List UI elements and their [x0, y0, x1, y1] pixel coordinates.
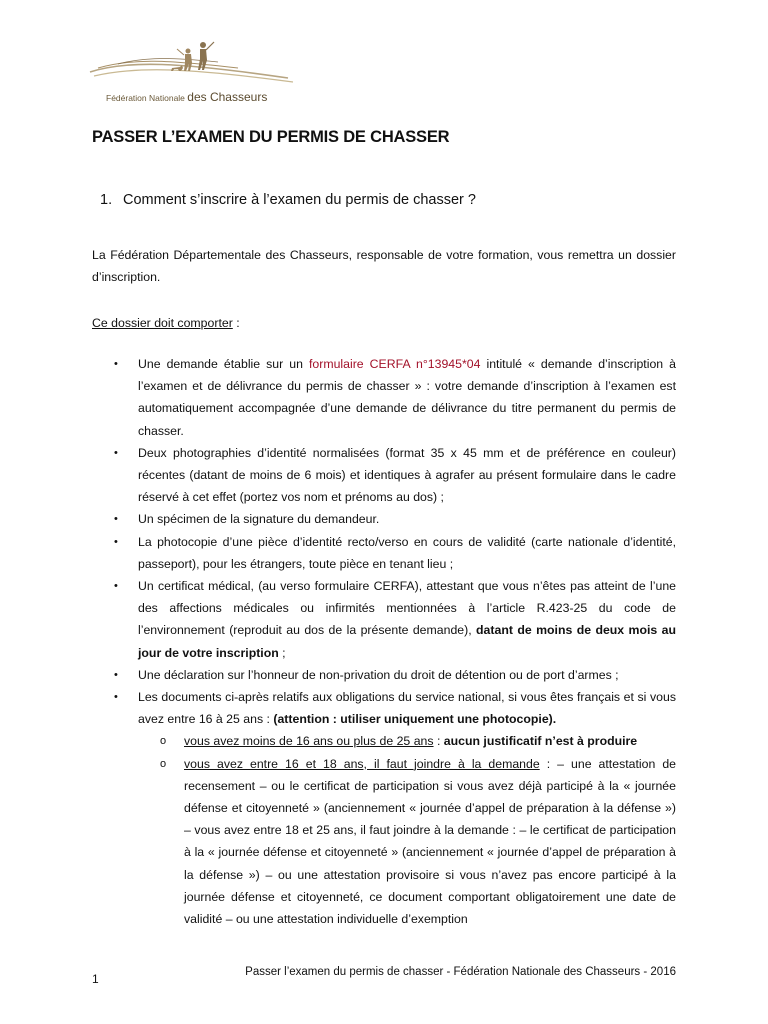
list-item: • Une déclaration sur l’honneur de non-privation du droit de détention ou de port d’armes ;: [92, 664, 676, 686]
list-item: • Un certificat médical, (au verso formulaire CERFA), attestant que vous n’êtes pas atteint de l’une des affections médicales ou infirmités mentionnées à l’article R.423-25 du code de l’environnement (reproduit au dos de la présente demande), datant de moins de deux mois au jour de votre inscription ;: [92, 575, 676, 664]
section-number: 1.: [100, 192, 113, 208]
bullet: •: [114, 446, 118, 459]
section-heading: [100, 192, 476, 208]
list-item: • La photocopie d’une pièce d’identité recto/verso en cours de validité (carte nationale d’identité, passeport), pour les étrangers, toute pièce en tenant lieu ;: [92, 531, 676, 575]
list-item: • Une demande établie sur un formulaire CERFA n°13945*04 intitulé « demande d’inscription à l’examen et de délivrance du permis de chasser » : votre demande d’inscription à l’examen est automatiquement accompagnée d’une demande de délivrance du titre permanent du permis de chasser.: [92, 353, 676, 442]
footer-text: Passer l’examen du permis de chasser - Fédération Nationale des Chasseurs - 2016: [245, 966, 676, 978]
cerfa-link[interactable]: formulaire CERFA n°13945*04: [308, 357, 481, 371]
logo-prefix: Fédération Nationale: [106, 93, 188, 103]
intro-paragraph: La Fédération Départementale des Chasseurs, responsable de votre formation, vous remettra un dossier d’inscription.: [92, 248, 676, 285]
bullet: •: [114, 513, 118, 526]
federation-logo: [88, 38, 298, 108]
bullet: •: [114, 691, 118, 704]
dossier-label: Ce dossier doit comporter :: [92, 316, 240, 330]
sub-list-item: o vous avez moins de 16 ans ou plus de 25 ans : aucun justificatif n’est à produire: [138, 730, 676, 752]
list-item: • Les documents ci-après relatifs aux obligations du service national, si vous êtes français et si vous avez entre 16 à 25 ans : (attention : utiliser uniquement une photocopie). o vous avez moins de 16 ans ou plus de 25 ans : aucun justificatif n’est à produire o vous avez entre 16 et 18 ans, il faut joindre à la demande : – une attestation de recensement – ou le certificat de participation si vous avez déjà participé à la « journée défense et citoyenneté » (anciennement « journée d’appel de préparation à la défense ») – vous avez entre 18 et 25 ans, il faut joindre à la demande : – le certificat de participation à la « journée défense et citoyenneté » (anciennement « journée d’appel de préparation à la défense ») – ou une attestation provisoire si vous n’avez pas encore participé à la journée défense et citoyenneté, ce document comportant obligatoirement une date de validité – ou une attestation individuelle d’exemption: [92, 686, 676, 930]
logo-text: [106, 90, 267, 104]
bullet: •: [114, 668, 118, 681]
bullet: •: [114, 535, 118, 548]
page-title: PASSER L’EXAMEN DU PERMIS DE CHASSER: [92, 128, 450, 146]
sub-bullet: o: [160, 757, 167, 770]
page-number: 1: [92, 972, 99, 986]
bullet: •: [114, 580, 118, 593]
sub-bullet: o: [160, 735, 167, 748]
dossier-label-text: Ce dossier doit comporter: [92, 316, 233, 330]
hunters-logo-icon: [88, 38, 298, 90]
bullet: •: [114, 358, 118, 370]
section-text: Comment s’inscrire à l’examen du permis de chasser ?: [123, 192, 476, 208]
sub-list: [138, 730, 676, 930]
logo-name: des Chasseurs: [187, 90, 268, 104]
sub-list-item: o vous avez entre 16 et 18 ans, il faut joindre à la demande : – une attestation de recensement – ou le certificat de participation si vous avez déjà participé à la « journée défense et citoyenneté » (anciennement « journée d’appel de préparation à la défense ») – vous avez entre 18 et 25 ans, il faut joindre à la demande : – le certificat de participation à la « journée défense et citoyenneté » (anciennement « journée d’appel de préparation à la défense ») – ou une attestation provisoire si vous n’avez pas encore participé à la journée défense et citoyenneté, ce document comportant obligatoirement une date de validité – ou une attestation individuelle d’exemption: [138, 753, 676, 931]
requirements-list: [92, 353, 676, 930]
list-item: • Deux photographies d’identité normalisées (format 35 x 45 mm et de préférence en couleur) récentes (datant de moins de 6 mois) et identiques à agrafer au présent formulaire dans le cadre réservé à cet effet (portez vos nom et prénoms au dos) ;: [92, 442, 676, 509]
list-item: • Un spécimen de la signature du demandeur.: [92, 508, 676, 530]
